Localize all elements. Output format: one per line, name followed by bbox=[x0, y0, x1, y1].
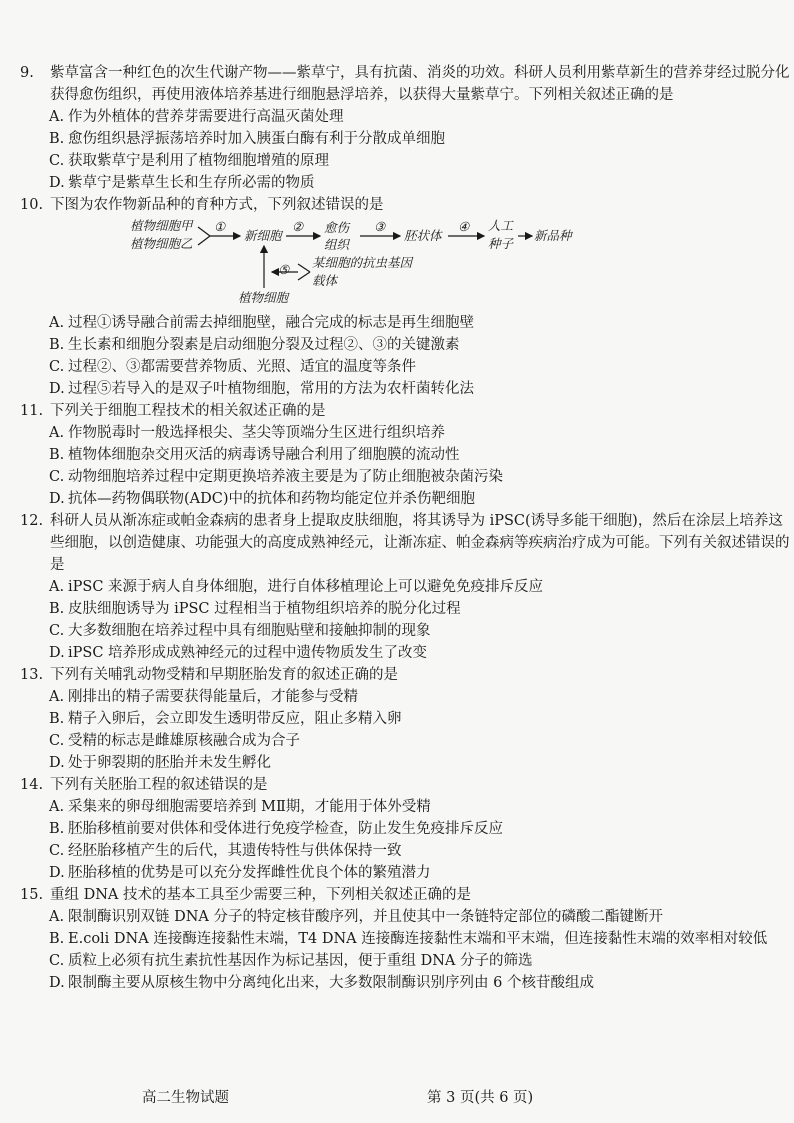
question-text: 下列有关哺乳动物受精和早期胚胎发育的叙述正确的是 bbox=[50, 667, 398, 683]
question-11 bbox=[20, 400, 790, 510]
option-letter: B. bbox=[49, 821, 65, 837]
option-text: iPSC 培养形成成熟神经元的过程中遗传物质发生了改变 bbox=[68, 645, 428, 661]
option-text: 采集来的卵母细胞需要培养到 MⅡ期，才能用于体外受精 bbox=[68, 799, 431, 815]
questions-area bbox=[20, 62, 790, 994]
option-text: 过程⑤若导入的是双子叶植物细胞，常用的方法为农杆菌转化法 bbox=[68, 381, 474, 397]
option-c bbox=[22, 466, 790, 488]
option-d bbox=[22, 378, 790, 400]
question-stem bbox=[20, 400, 790, 422]
option-text: 愈伤组织悬浮振荡培养时加入胰蛋白酶有利于分散成单细胞 bbox=[68, 131, 445, 147]
option-c bbox=[22, 840, 790, 862]
option-text: 生长素和细胞分裂素是启动细胞分裂及过程②、③的关键激素 bbox=[68, 337, 460, 353]
merge-line-a bbox=[198, 227, 210, 236]
option-a bbox=[22, 312, 790, 334]
question-9 bbox=[20, 62, 790, 194]
option-letter: D. bbox=[49, 645, 65, 661]
option-a bbox=[22, 906, 790, 928]
option-letter: A. bbox=[49, 425, 65, 441]
option-letter: B. bbox=[49, 131, 65, 147]
option-text: 质粒上必须有抗生素抗性基因作为标记基因，便于重组 DNA 分子的筛选 bbox=[68, 953, 533, 969]
option-letter: C. bbox=[49, 843, 65, 859]
option-letter: D. bbox=[49, 865, 65, 881]
step-1-label: ① bbox=[214, 219, 226, 234]
option-text: 限制酶识别双链 DNA 分子的特定核苷酸序列，并且使其中一条链特定部位的磷酸二酯键断开 bbox=[68, 909, 663, 925]
option-d bbox=[22, 752, 790, 774]
option-letter: D. bbox=[49, 975, 65, 991]
option-letter: B. bbox=[49, 337, 65, 353]
option-letter: C. bbox=[49, 733, 65, 749]
option-letter: B. bbox=[49, 447, 65, 463]
option-text: 过程①诱导融合前需去掉细胞壁，融合完成的标志是再生细胞壁 bbox=[68, 315, 474, 331]
option-a bbox=[22, 106, 790, 128]
option-text: 胚胎移植前要对供体和受体进行免疫学检查，防止发生免疫排斥反应 bbox=[68, 821, 503, 837]
option-d bbox=[22, 172, 790, 194]
option-a bbox=[22, 422, 790, 444]
cell-b-label: 植物细胞乙 bbox=[130, 236, 193, 251]
question-text: 下图为农作物新品种的育种方式，下列叙述错误的是 bbox=[50, 197, 384, 213]
option-b bbox=[22, 334, 790, 356]
option-letter: C. bbox=[49, 623, 65, 639]
question-text: 下列关于细胞工程技术的相关叙述正确的是 bbox=[50, 403, 326, 419]
step-5-label: ⑤ bbox=[278, 262, 290, 277]
artificial-seed-label-2: 种子 bbox=[488, 236, 514, 251]
question-number: 13. bbox=[20, 667, 44, 683]
option-text: 经胚胎移植产生的后代，其遗传特性与供体保持一致 bbox=[68, 843, 402, 859]
option-letter: D. bbox=[49, 491, 65, 507]
question-stem bbox=[20, 194, 790, 216]
option-text: iPSC 来源于病人自身体细胞，进行自体移植理论上可以避免免疫排斥反应 bbox=[68, 579, 544, 595]
merge-line-b bbox=[198, 236, 210, 245]
option-letter: D. bbox=[49, 175, 65, 191]
vector-label: 载体 bbox=[312, 273, 338, 288]
question-14 bbox=[20, 774, 790, 884]
option-letter: A. bbox=[49, 315, 65, 331]
question-13 bbox=[20, 664, 790, 774]
question-text: 紫草富含一种红色的次生代谢产物——紫草宁，具有抗菌、消炎的功效。科研人员利用紫草新生的营养芽经过脱分化获得愈伤组织，再使用液体培养基进行细胞悬浮培养，以获得大量紫草宁。下列相关叙述正确的是 bbox=[50, 65, 790, 103]
option-text: 获取紫草宁是利用了植物细胞增殖的原理 bbox=[68, 153, 329, 169]
option-letter: C. bbox=[49, 469, 65, 485]
new-variety-label: 新品种 bbox=[534, 228, 572, 243]
option-a bbox=[22, 686, 790, 708]
breeding-diagram bbox=[20, 218, 790, 306]
option-c bbox=[22, 356, 790, 378]
question-number: 11. bbox=[20, 403, 44, 419]
option-letter: A. bbox=[49, 109, 65, 125]
option-text: 植物体细胞杂交用灭活的病毒诱导融合利用了细胞膜的流动性 bbox=[68, 447, 460, 463]
option-a bbox=[22, 576, 790, 598]
option-c bbox=[22, 950, 790, 972]
option-text: 刚排出的精子需要获得能量后，才能参与受精 bbox=[68, 689, 358, 705]
question-stem bbox=[20, 774, 790, 796]
option-text: E.coli DNA 连接酶连接黏性末端，T4 DNA 连接酶连接黏性末端和平末端，但连接黏性末端的效率相对较低 bbox=[68, 931, 768, 947]
question-text: 重组 DNA 技术的基本工具至少需要三种，下列相关叙述正确的是 bbox=[50, 887, 472, 903]
option-text: 皮肤细胞诱导为 iPSC 过程相当于植物组织培养的脱分化过程 bbox=[68, 601, 461, 617]
question-number: 10. bbox=[20, 197, 44, 213]
option-letter: B. bbox=[49, 601, 65, 617]
cell-a-label: 植物细胞甲 bbox=[130, 218, 193, 233]
option-c bbox=[22, 150, 790, 172]
option-d bbox=[22, 488, 790, 510]
option-text: 作为外植体的营养芽需要进行高温灭菌处理 bbox=[68, 109, 344, 125]
option-letter: B. bbox=[49, 931, 65, 947]
option-text: 动物细胞培养过程中定期更换培养液主要是为了防止细胞被杂菌污染 bbox=[68, 469, 503, 485]
option-letter: A. bbox=[49, 689, 65, 705]
option-letter: C. bbox=[49, 953, 65, 969]
option-letter: D. bbox=[49, 381, 65, 397]
option-letter: D. bbox=[49, 755, 65, 771]
option-text: 过程②、③都需要营养物质、光照、适宜的温度等条件 bbox=[68, 359, 416, 375]
question-text: 下列有关胚胎工程的叙述错误的是 bbox=[50, 777, 268, 793]
embryoid-label: 胚状体 bbox=[404, 228, 442, 243]
option-b bbox=[22, 444, 790, 466]
subject-title: 高二生物试题 bbox=[142, 1090, 229, 1106]
option-d bbox=[22, 972, 790, 994]
insect-gene-label: 某细胞的抗虫基因 bbox=[312, 255, 413, 270]
option-letter: A. bbox=[49, 799, 65, 815]
option-d bbox=[22, 862, 790, 884]
question-stem bbox=[20, 884, 790, 906]
option-letter: C. bbox=[49, 153, 65, 169]
option-text: 紫草宁是紫草生长和生存所必需的物质 bbox=[68, 175, 315, 191]
option-text: 抗体—药物偶联物(ADC)中的抗体和药物均能定位并杀伤靶细胞 bbox=[68, 491, 476, 507]
question-number: 9. bbox=[20, 65, 34, 81]
question-text: 科研人员从渐冻症或帕金森病的患者身上提取皮肤细胞，将其诱导为 iPSC(诱导多能干细胞)，然后在涂层上培养这些细胞，以创造健康、功能强大的高度成熟神经元，让渐冻症、帕金森病等疾病治疗成为可能。下列有关叙述错误的是 bbox=[50, 513, 790, 573]
option-letter: B. bbox=[49, 711, 65, 727]
option-c bbox=[22, 620, 790, 642]
option-b bbox=[22, 928, 790, 950]
question-number: 15. bbox=[20, 887, 44, 903]
page-number: 第 3 页(共 6 页) bbox=[427, 1090, 534, 1106]
question-stem bbox=[20, 62, 790, 106]
question-10 bbox=[20, 194, 790, 400]
option-d bbox=[22, 642, 790, 664]
option-text: 限制酶主要从原核生物中分离纯化出来，大多数限制酶识别序列由 6 个核苷酸组成 bbox=[68, 975, 594, 991]
option-text: 作物脱毒时一般选择根尖、茎尖等顶端分生区进行组织培养 bbox=[68, 425, 445, 441]
step-2-label: ② bbox=[292, 219, 304, 234]
option-c bbox=[22, 730, 790, 752]
option-letter: A. bbox=[49, 909, 65, 925]
option-letter: A. bbox=[49, 579, 65, 595]
option-b bbox=[22, 818, 790, 840]
option-a bbox=[22, 796, 790, 818]
new-cell-label: 新细胞 bbox=[244, 228, 282, 243]
option-letter: C. bbox=[49, 359, 65, 375]
question-stem bbox=[20, 664, 790, 686]
option-b bbox=[22, 708, 790, 730]
option-text: 胚胎移植的优势是可以充分发挥雌性优良个体的繁殖潜力 bbox=[68, 865, 431, 881]
callus-label-1: 愈伤 bbox=[324, 220, 350, 235]
question-15 bbox=[20, 884, 790, 994]
breeding-flowchart bbox=[20, 218, 580, 306]
question-number: 12. bbox=[20, 513, 44, 529]
option-text: 大多数细胞在培养过程中具有细胞贴壁和接触抑制的现象 bbox=[68, 623, 431, 639]
option-text: 精子入卵后，会立即发生透明带反应，阻止多精入卵 bbox=[68, 711, 402, 727]
option-text: 处于卵裂期的胚胎并未发生孵化 bbox=[68, 755, 271, 771]
artificial-seed-label-1: 人工 bbox=[488, 218, 514, 233]
question-12 bbox=[20, 510, 790, 664]
step-3-label: ③ bbox=[374, 219, 386, 234]
plant-cell-label: 植物细胞 bbox=[238, 290, 289, 305]
question-stem bbox=[20, 510, 790, 576]
question-number: 14. bbox=[20, 777, 44, 793]
callus-label-2: 组织 bbox=[324, 237, 350, 252]
vector-merge-line-a bbox=[298, 264, 310, 272]
step-4-label: ④ bbox=[458, 219, 470, 234]
vector-merge-line-b bbox=[298, 272, 310, 280]
option-b bbox=[22, 598, 790, 620]
option-b bbox=[22, 128, 790, 150]
option-text: 受精的标志是雌雄原核融合成为合子 bbox=[68, 733, 300, 749]
